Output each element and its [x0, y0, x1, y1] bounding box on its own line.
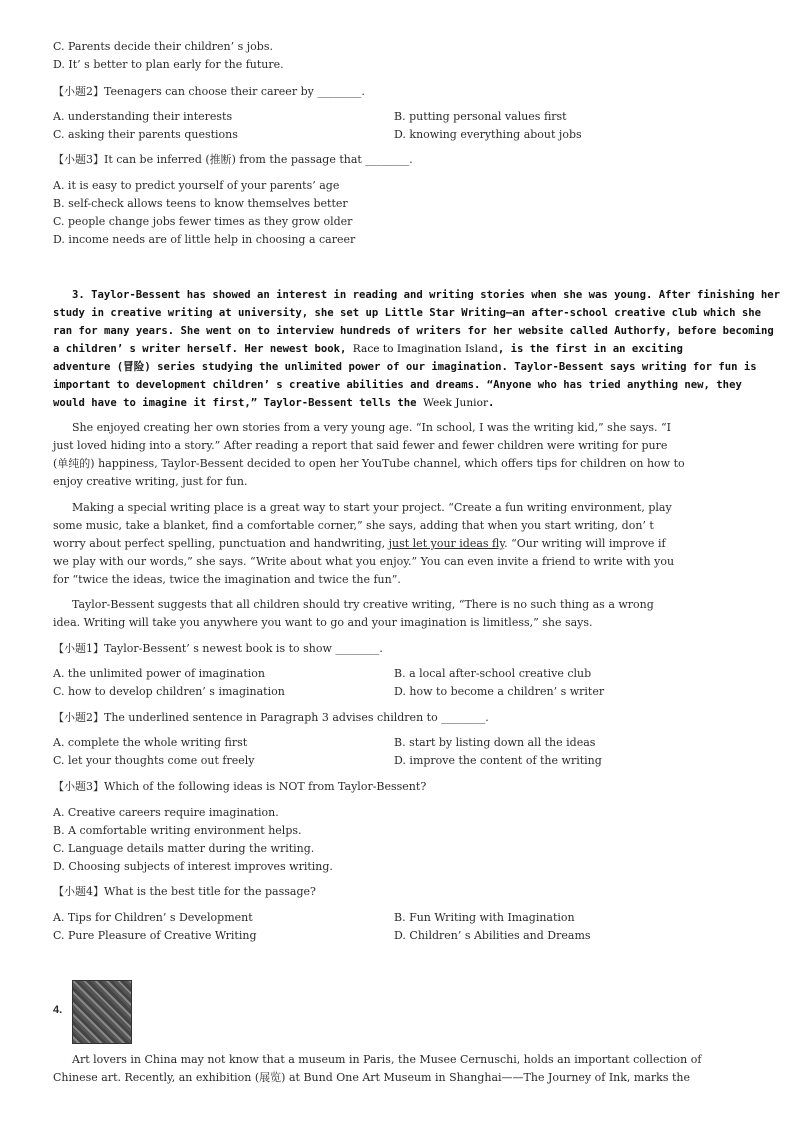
option-c: C. asking their parents questions [53, 128, 238, 141]
passage-image [72, 980, 132, 1044]
option-c: C. people change jobs fewer times as they grow older [53, 215, 353, 228]
option-d: D. It’ s better to plan early for the future. [53, 58, 284, 71]
passage-line: would have to imagine it first,” Taylor-Bessent tells the Week Junior. [53, 397, 495, 409]
option-a: A. complete the whole writing first [53, 736, 248, 749]
passage-line: a children’ s writer herself. Her newest book, Race to Imagination Island, is the first in an exciting [53, 343, 683, 355]
option-d: D. Choosing subjects of interest improves writing. [53, 860, 333, 873]
option-c: C. how to develop children’ s imagination [53, 685, 285, 698]
option-a: A. Tips for Children’ s Development [53, 911, 253, 924]
option-d: D. knowing everything about jobs [394, 128, 582, 141]
option-c: C. Language details matter during the writing. [53, 842, 315, 855]
option-c: C. let your thoughts come out freely [53, 754, 255, 767]
option-d: D. Children’ s Abilities and Dreams [394, 929, 591, 942]
passage-line: adventure (冒险) series studying the unlimited power of our imagination. Taylor-Bessent says writing for fun is [53, 361, 757, 373]
passage-line: (单纯的) happiness, Taylor-Bessent decided to open her YouTube channel, which offers tips for children on how to [53, 457, 685, 470]
option-b: B. start by listing down all the ideas [394, 736, 596, 749]
question-stem: 【小题4】What is the best title for the passage? [53, 885, 316, 898]
option-c: C. Pure Pleasure of Creative Writing [53, 929, 257, 942]
option-c: C. Parents decide their children’ s jobs. [53, 40, 273, 53]
passage-line: Making a special writing place is a great way to start your project. “Create a fun writing environment, play [72, 501, 672, 514]
passage-line: Art lovers in China may not know that a museum in Paris, the Musee Cernuschi, holds an important collection of [72, 1053, 702, 1066]
option-a: A. Creative careers require imagination. [53, 806, 279, 819]
option-b: B. self-check allows teens to know themselves better [53, 197, 348, 210]
passage-line: we play with our words,” she says. “Write about what you enjoy.” You can even invite a friend to write with you [53, 555, 675, 568]
passage-line: enjoy creative writing, just for fun. [53, 475, 248, 488]
passage-line: idea. Writing will take you anywhere you want to go and your imagination is limitless,” she says. [53, 616, 593, 629]
question-stem: 【小题3】Which of the following ideas is NOT from Taylor-Bessent? [53, 780, 427, 793]
underlined-sentence: just let your ideas fly [388, 537, 505, 550]
option-b: B. Fun Writing with Imagination [394, 911, 575, 924]
passage-line: ran for many years. She went on to interview hundreds of writers for her website called Authorfy, before becoming [53, 325, 774, 337]
question-stem: 【小题2】The underlined sentence in Paragraph 3 advises children to ________. [53, 711, 489, 724]
question-stem: 【小题1】Taylor-Bessent’ s newest book is to show ________. [53, 642, 383, 655]
option-d: D. income needs are of little help in choosing a career [53, 233, 356, 246]
option-b: B. a local after-school creative club [394, 667, 592, 680]
passage-line: Taylor-Bessent suggests that all children should try creative writing, “There is no such thing as a wrong [72, 598, 654, 611]
passage-line: Chinese art. Recently, an exhibition (展览) at Bund One Art Museum in Shanghai——The Journey of Ink, marks the [53, 1071, 690, 1084]
passage-line: study in creative writing at university, she set up Little Star Writing—an after-school creative club which she [53, 307, 761, 319]
option-d: D. improve the content of the writing [394, 754, 602, 767]
magazine-title: Week Junior [422, 397, 489, 409]
option-a: A. understanding their interests [53, 110, 233, 123]
book-title: Race to Imagination Island [352, 343, 498, 355]
option-a: A. the unlimited power of imagination [53, 667, 265, 680]
option-b: B. putting personal values first [394, 110, 567, 123]
passage-line: worry about perfect spelling, punctuation and handwriting, just let your ideas fly. “Our writing will improve if [53, 537, 666, 550]
passage-line: important to development children’ s creative abilities and dreams. “Anyone who has tried anything new, they [53, 379, 742, 391]
question-number: 4. [53, 1004, 63, 1016]
passage-line: 3. Taylor-Bessent has showed an interest in reading and writing stories when she was young. After finishing her [72, 289, 780, 301]
passage-line: She enjoyed creating her own stories from a very young age. “In school, I was the writing kid,” she says. “I [72, 421, 671, 434]
passage-line: just loved hiding into a story.” After reading a report that said fewer and fewer children were writing for pure [53, 439, 668, 452]
option-b: B. A comfortable writing environment helps. [53, 824, 302, 837]
question-stem: 【小题3】It can be inferred (推断) from the passage that ________. [53, 153, 413, 166]
question-stem: 【小题2】Teenagers can choose their career by ________. [53, 85, 365, 98]
option-d: D. how to become a children’ s writer [394, 685, 605, 698]
passage-line: for “twice the ideas, twice the imagination and twice the fun”. [53, 573, 401, 586]
option-a: A. it is easy to predict yourself of your parents’ age [53, 179, 340, 192]
passage-line: some music, take a blanket, find a comfortable corner,” she says, adding that when you start writing, don’ t [53, 519, 654, 532]
